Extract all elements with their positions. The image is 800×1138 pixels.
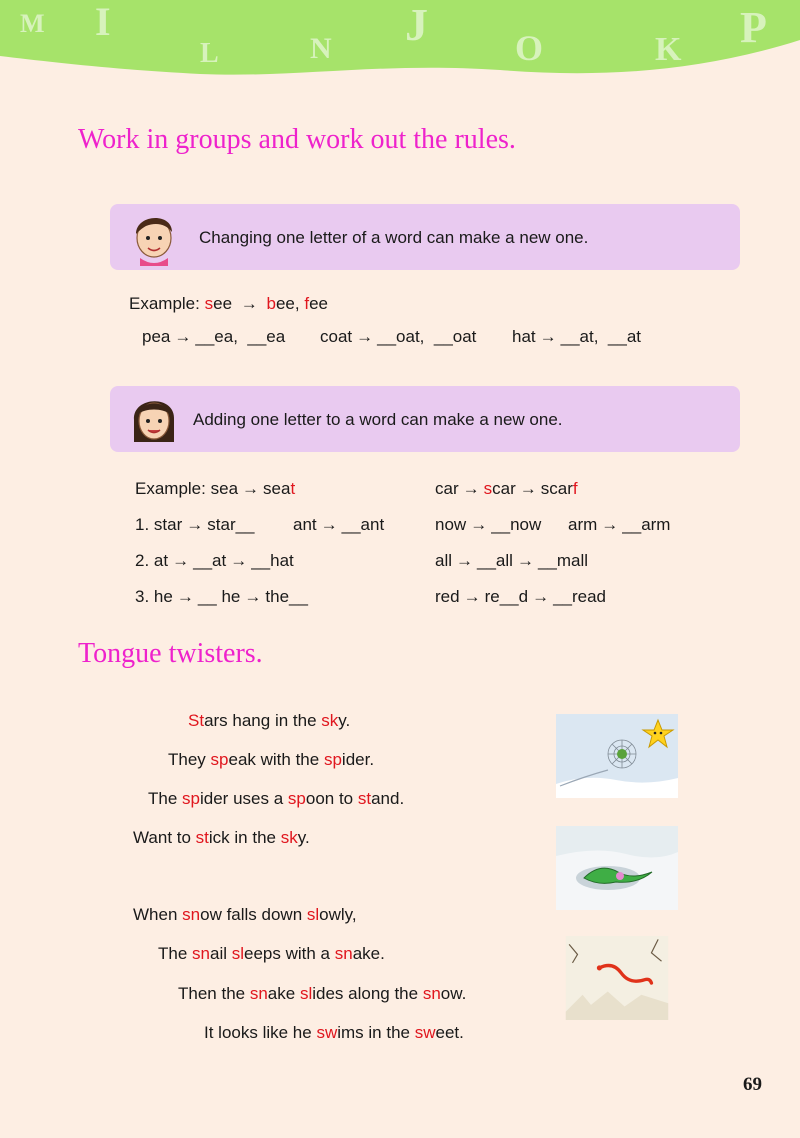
highlight-letters: sp xyxy=(287,789,306,808)
poem-text: They xyxy=(168,750,211,769)
exercise-word: coat xyxy=(320,327,353,346)
rule-text: Changing one letter of a word can make a new one. xyxy=(199,228,589,247)
highlight-letters: sw xyxy=(316,1023,338,1042)
section-heading-rules: Work in groups and work out the rules. xyxy=(78,124,516,155)
arrow-icon: → xyxy=(470,515,488,534)
highlight-letters: sl xyxy=(231,944,245,963)
arrow-icon: → xyxy=(230,551,248,570)
poem-text: ow. xyxy=(440,984,467,1003)
exercise-word: red xyxy=(435,587,460,606)
exercise-line xyxy=(512,327,641,347)
highlight-letters: St xyxy=(188,711,205,730)
banner-letter: M xyxy=(20,9,45,38)
poem-text: ars hang in the xyxy=(204,711,322,730)
highlight-letters: sp xyxy=(182,789,200,808)
exercise-line xyxy=(135,551,294,571)
poem-text: ides along the xyxy=(312,984,423,1003)
arrow-icon: → xyxy=(244,587,262,606)
example-line xyxy=(435,479,578,499)
poem-text: eeps with a xyxy=(244,944,335,963)
exercise-blank: re__d xyxy=(484,587,529,606)
arrow-icon: → xyxy=(320,515,338,534)
exercise-number: 2. xyxy=(135,551,150,570)
highlight-letters: sk xyxy=(280,828,298,847)
arrow-icon: → xyxy=(356,327,374,346)
highlight-letters: sl xyxy=(306,905,320,924)
word-text: car xyxy=(492,479,516,498)
banner-letter: N xyxy=(310,32,332,65)
exercise-word: now xyxy=(435,515,467,534)
poem-line xyxy=(133,905,357,925)
highlight-letter: b xyxy=(266,294,276,313)
exercise-word: all xyxy=(435,551,453,570)
word-text: ee xyxy=(275,294,295,313)
exercise-word: arm xyxy=(568,515,598,534)
poem-line xyxy=(168,750,374,770)
banner-letter: J xyxy=(405,0,428,50)
poem-text: eet. xyxy=(435,1023,464,1042)
poem-text: When xyxy=(133,905,183,924)
highlight-letter: s xyxy=(483,479,493,498)
page-number: 69 xyxy=(743,1074,762,1095)
exercise-word: ant xyxy=(293,515,317,534)
exercise-word: hat xyxy=(512,327,536,346)
arrow-icon: → xyxy=(172,551,190,570)
word-text: scar xyxy=(540,479,573,498)
highlight-letters: sw xyxy=(414,1023,436,1042)
highlight-letters: st xyxy=(195,828,209,847)
rule-box-changing xyxy=(110,204,740,270)
poem-text: The xyxy=(148,789,183,808)
exercise-blank: __ea, xyxy=(195,327,238,346)
poem-text: The xyxy=(158,944,193,963)
girl-avatar-icon xyxy=(126,390,182,448)
exercise-word: car xyxy=(435,479,459,498)
exercise-line xyxy=(135,515,255,535)
arrow-icon: → xyxy=(519,479,537,498)
boy-avatar-icon xyxy=(126,208,182,266)
exercise-blank: __mall xyxy=(537,551,589,570)
word-text: ee xyxy=(309,294,328,313)
exercise-line xyxy=(135,587,308,607)
arrow-icon: → xyxy=(462,479,480,498)
poem-line xyxy=(158,944,385,964)
example-label: Example: xyxy=(135,479,206,498)
example-line: Example: see → bee, fee xyxy=(129,294,328,313)
poem-text: ick in the xyxy=(208,828,281,847)
exercise-word: he xyxy=(153,587,173,606)
exercise-blank: __now xyxy=(491,515,542,534)
banner-letter: P xyxy=(740,3,767,52)
exercise-blank: star__ xyxy=(207,515,255,534)
arrow-icon: → xyxy=(463,587,481,606)
arrow-icon: → xyxy=(174,327,192,346)
arrow-icon: → xyxy=(186,515,204,534)
exercise-word: pea xyxy=(142,327,171,346)
arrow-icon: → xyxy=(601,515,619,534)
poem-text: owly, xyxy=(319,905,357,924)
poem-text: ider uses a xyxy=(200,789,288,808)
poem-text: ail xyxy=(210,944,232,963)
rule-text: Adding one letter to a word can make a new one. xyxy=(193,410,563,429)
poem-text: ake xyxy=(267,984,300,1003)
highlight-letters: sl xyxy=(299,984,313,1003)
highlight-letter: f xyxy=(572,479,578,498)
poem-text: Then the xyxy=(178,984,250,1003)
exercise-blank: __ant xyxy=(341,515,385,534)
banner-letter: O xyxy=(515,28,544,68)
exercise-blank: __oat xyxy=(433,327,477,346)
banner-letter: K xyxy=(655,31,682,68)
star-spider-illustration xyxy=(556,714,678,798)
exercise-blank: __ea xyxy=(247,327,286,346)
arrow-icon: → xyxy=(532,587,550,606)
highlight-letter: s xyxy=(204,294,214,313)
exercise-line xyxy=(142,327,285,347)
exercise-blank: __read xyxy=(553,587,606,606)
highlight-letters: sk xyxy=(321,711,339,730)
highlight-letters: sn xyxy=(182,905,201,924)
arrow-icon: → xyxy=(240,294,258,313)
poem-line xyxy=(148,789,404,809)
highlight-letters: sn xyxy=(249,984,268,1003)
banner-letter: I xyxy=(95,0,111,44)
highlight-letters: sn xyxy=(334,944,353,963)
exercise-blank: __ he xyxy=(197,587,241,606)
word-text: sea xyxy=(263,479,291,498)
exercise-blank: __hat xyxy=(251,551,294,570)
exercise-number: 1. xyxy=(135,515,150,534)
poem-text: ider. xyxy=(341,750,375,769)
poem-text: Want to xyxy=(133,828,196,847)
exercise-blank: __all xyxy=(477,551,513,570)
poem-line xyxy=(204,1023,464,1043)
poem-text: y. xyxy=(338,711,351,730)
arrow-icon: → xyxy=(516,551,534,570)
snail-snake-snow-illustration xyxy=(556,826,678,910)
exercise-number: 3. xyxy=(135,587,150,606)
exercise-line xyxy=(320,327,476,347)
highlight-letter: f xyxy=(304,294,310,313)
rule-box-adding xyxy=(110,386,740,452)
exercise-blank: __at xyxy=(193,551,227,570)
highlight-letters: sn xyxy=(422,984,441,1003)
exercise-blank: __at, xyxy=(560,327,599,346)
poem-text: y. xyxy=(297,828,310,847)
top-banner xyxy=(0,0,800,90)
section-heading-tongue-twisters: Tongue twisters. xyxy=(78,638,263,669)
poem-line xyxy=(178,984,466,1004)
exercise-line xyxy=(435,551,588,571)
poem-text: ims in the xyxy=(337,1023,415,1042)
arrow-icon: → xyxy=(456,551,474,570)
poem-line xyxy=(188,711,350,731)
highlight-letters: sp xyxy=(323,750,342,769)
arrow-icon: → xyxy=(539,327,557,346)
poem-text: eak with the xyxy=(228,750,324,769)
snake-branch-illustration xyxy=(556,936,678,1020)
exercise-word: at xyxy=(153,551,169,570)
exercise-blank: __arm xyxy=(622,515,671,534)
highlight-letter: t xyxy=(290,479,296,498)
banner-letter: L xyxy=(200,38,219,69)
example-label: Example: xyxy=(129,294,200,313)
poem-text: ake. xyxy=(352,944,385,963)
highlight-letters: sp xyxy=(210,750,229,769)
poem-text: and. xyxy=(371,789,405,808)
highlight-letters: sn xyxy=(192,944,210,963)
exercise-line xyxy=(293,515,384,535)
exercise-line xyxy=(435,587,606,607)
poem-text: oon to xyxy=(305,789,358,808)
exercise-blank: __at xyxy=(607,327,641,346)
exercise-line xyxy=(568,515,670,535)
arrow-icon: → xyxy=(242,479,260,498)
exercise-word: sea xyxy=(210,479,239,498)
arrow-icon: → xyxy=(176,587,194,606)
poem-text: It looks like he xyxy=(204,1023,317,1042)
word-text: ee xyxy=(213,294,233,313)
exercise-blank: the__ xyxy=(265,587,308,606)
highlight-letters: st xyxy=(357,789,372,808)
exercise-blank: __oat, xyxy=(377,327,425,346)
exercise-line xyxy=(435,515,541,535)
exercise-word: star xyxy=(153,515,183,534)
poem-line xyxy=(133,828,310,848)
example-line xyxy=(135,479,295,499)
poem-text: ow falls down xyxy=(200,905,307,924)
